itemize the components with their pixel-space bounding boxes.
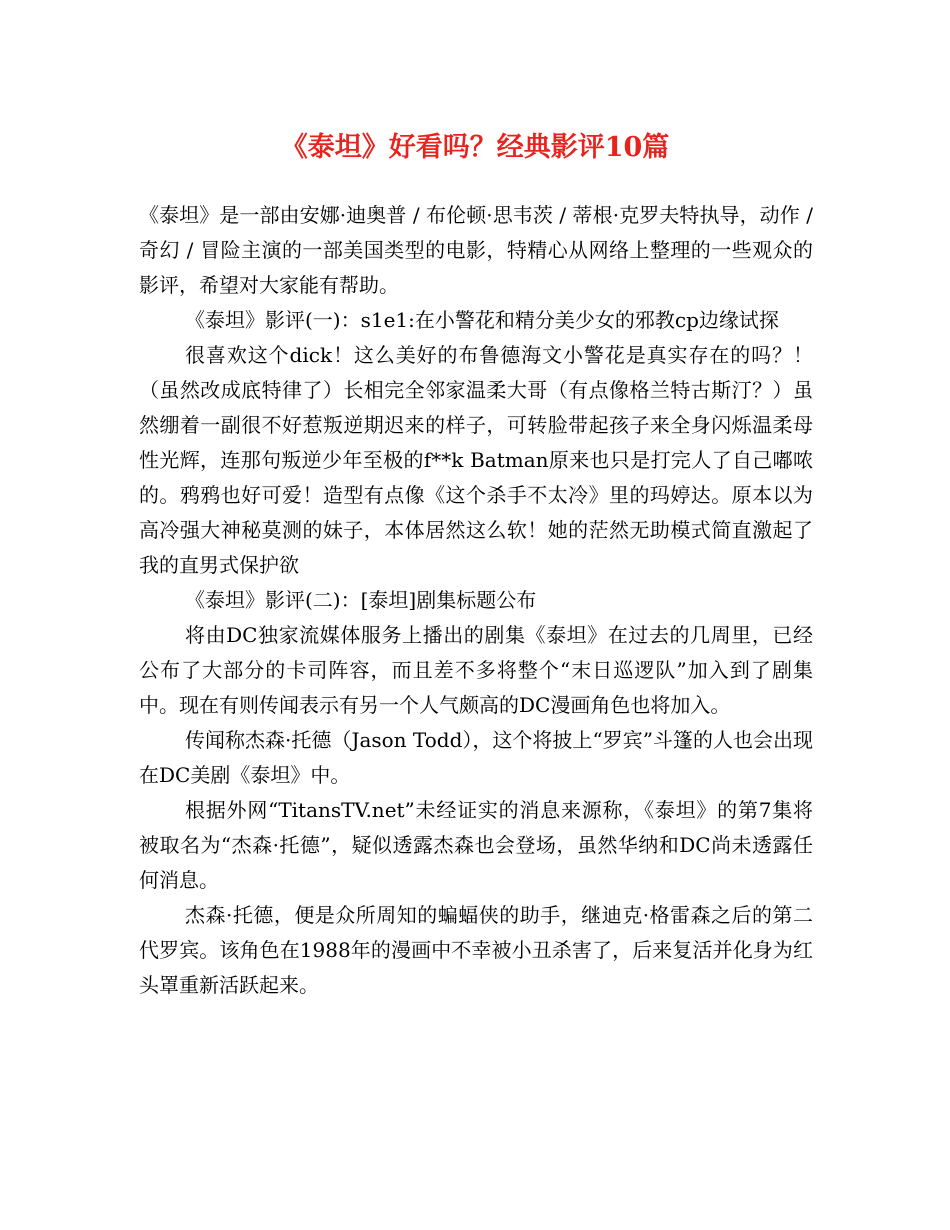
review-2-paragraph-1: 将由DC独家流媒体服务上播出的剧集《泰坦》在过去的几周里，已经公布了大部分的卡司阵容，而且差不多将整个“末日巡逻队”加入到了剧集中。现在有则传闻表示有另一个人气颇高的DC漫画角色也将加入。 [139,623,813,717]
review-1-paragraph: 很喜欢这个dick！这么美好的布鲁德海文小警花是真实存在的吗？！（虽然改成底特律了）长相完全邻家温柔大哥（有点像格兰特古斯汀？）虽然绷着一副很不好惹叛逆期迟来的样子，可转脸带起孩子来全身闪烁温柔母性光辉，连那句叛逆少年至极的f**k Batman原来也只是打完人了自己嘟哝的。鸦鸦也好可爱！造型有点像《这个杀手不太冷》里的玛婷达。原本以为高冷强大神秘莫测的妹子，本体居然这么软！她的茫然无助模式简直激起了我的直男式保护欲 [139,343,813,577]
review-2-paragraph-3: 根据外网“TitansTV.net”未经证实的消息来源称，《泰坦》的第7集将被取名为“杰森·托德”，疑似透露杰森也会登场，虽然华纳和DC尚未透露任何消息。 [139,798,813,892]
document-title: 《泰坦》好看吗？经典影评10篇 [280,132,670,163]
review-1-heading: 《泰坦》影评(一)：s1e1:在小警花和精分美少女的邪教cp边缘试探 [185,308,779,332]
review-2-paragraph-2: 传闻称杰森·托德（Jason Todd），这个将披上“罗宾”斗篷的人也会出现在DC美剧《泰坦》中。 [139,728,813,787]
document-body [139,198,813,1003]
review-2-paragraph-4: 杰森·托德，便是众所周知的蝙蝠侠的助手，继迪克·格雷森之后的第二代罗宾。该角色在1988年的漫画中不幸被小丑杀害了，后来复活并化身为红头罩重新活跃起来。 [139,903,813,997]
review-2-heading: 《泰坦》影评(二)：[泰坦]剧集标题公布 [185,588,537,612]
intro-paragraph: 《泰坦》是一部由安娜·迪奥普 / 布伦顿·思韦茨 / 蒂根·克罗夫特执导，动作 / 奇幻 / 冒险主演的一部美国类型的电影，特精心从网络上整理的一些观众的影评，希望对大家能有帮助。 [139,203,813,297]
